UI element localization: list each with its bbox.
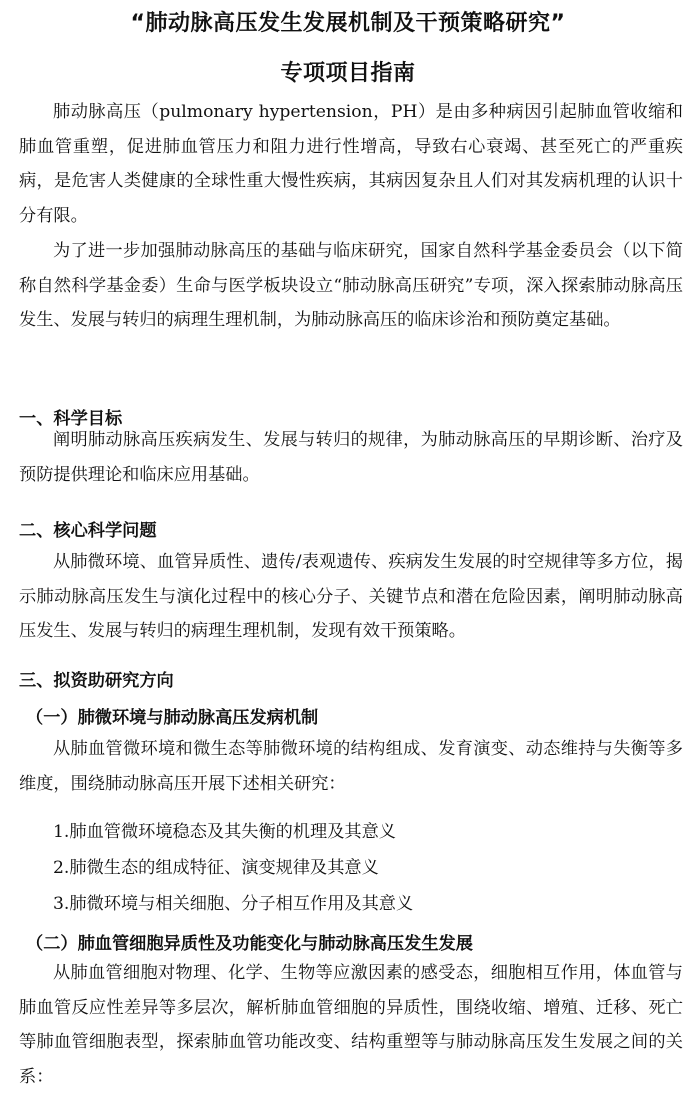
section-3-heading: 三、拟资助研究方向 [19, 671, 174, 691]
section-1-heading: 一、科学目标 [19, 409, 123, 429]
subsection-2-heading: （二）肺血管细胞异质性及功能变化与肺动脉高压发生发展 [26, 934, 473, 954]
intro-paragraph-2: 为了进一步加强肺动脉高压的基础与临床研究，国家自然科学基金委员会（以下简称自然科学基金委）生命与医学板块设立“肺动脉高压研究”专项，深入探索肺动脉高压发生、发展与转归的病理生理机制，为肺动脉高压的临床诊治和预防奠定基础。 [19, 241, 683, 331]
intro-paragraph-1: 肺动脉高压（pulmonary hypertension，PH）是由多种病因引起肺血管收缩和肺血管重塑，促进肺血管压力和阻力进行性增高，导致右心衰竭、甚至死亡的严重疾病，是危害人类健康的全球性重大慢性疾病，其病因复杂且人们对其发病机理的认识十分有限。 [19, 102, 683, 226]
list-item: 2.肺微生态的组成特征、演变规律及其意义 [53, 858, 379, 878]
document-title-line1: “肺动脉高压发生发展机制及干预策略研究” [130, 11, 566, 36]
section-2-text: 从肺微环境、血管异质性、遗传/表观遗传、疾病发生发展的时空规律等多方位，揭示肺动脉高压发生与演化过程中的核心分子、关键节点和潜在危险因素，阐明肺动脉高压发生、发展与转归的病理生理机制，发现有效干预策略。 [19, 552, 683, 642]
section-2-heading: 二、核心科学问题 [19, 521, 157, 541]
subsection-1-text: 从肺血管微环境和微生态等肺微环境的结构组成、发育演变、动态维持与失衡等多维度，围绕肺动脉高压开展下述相关研究： [19, 739, 683, 794]
section-1-text: 阐明肺动脉高压疾病发生、发展与转归的规律，为肺动脉高压的早期诊断、治疗及预防提供理论和临床应用基础。 [19, 430, 683, 485]
list-item: 1.肺血管微环境稳态及其失衡的机理及其意义 [53, 822, 396, 842]
subsection-2-text: 从肺血管细胞对物理、化学、生物等应激因素的感受态，细胞相互作用，体血管与肺血管反应性差异等多层次，解析肺血管细胞的异质性，围绕收缩、增殖、迁移、死亡等肺血管细胞表型，探索肺血管功能改变、结构重塑等与肺动脉高压发生发展之间的关系： [19, 963, 683, 1087]
subsection-1-heading: （一）肺微环境与肺动脉高压发病机制 [26, 708, 319, 728]
list-item: 3.肺微环境与相关细胞、分子相互作用及其意义 [53, 894, 414, 914]
document-title-line2: 专项项目指南 [280, 61, 416, 86]
